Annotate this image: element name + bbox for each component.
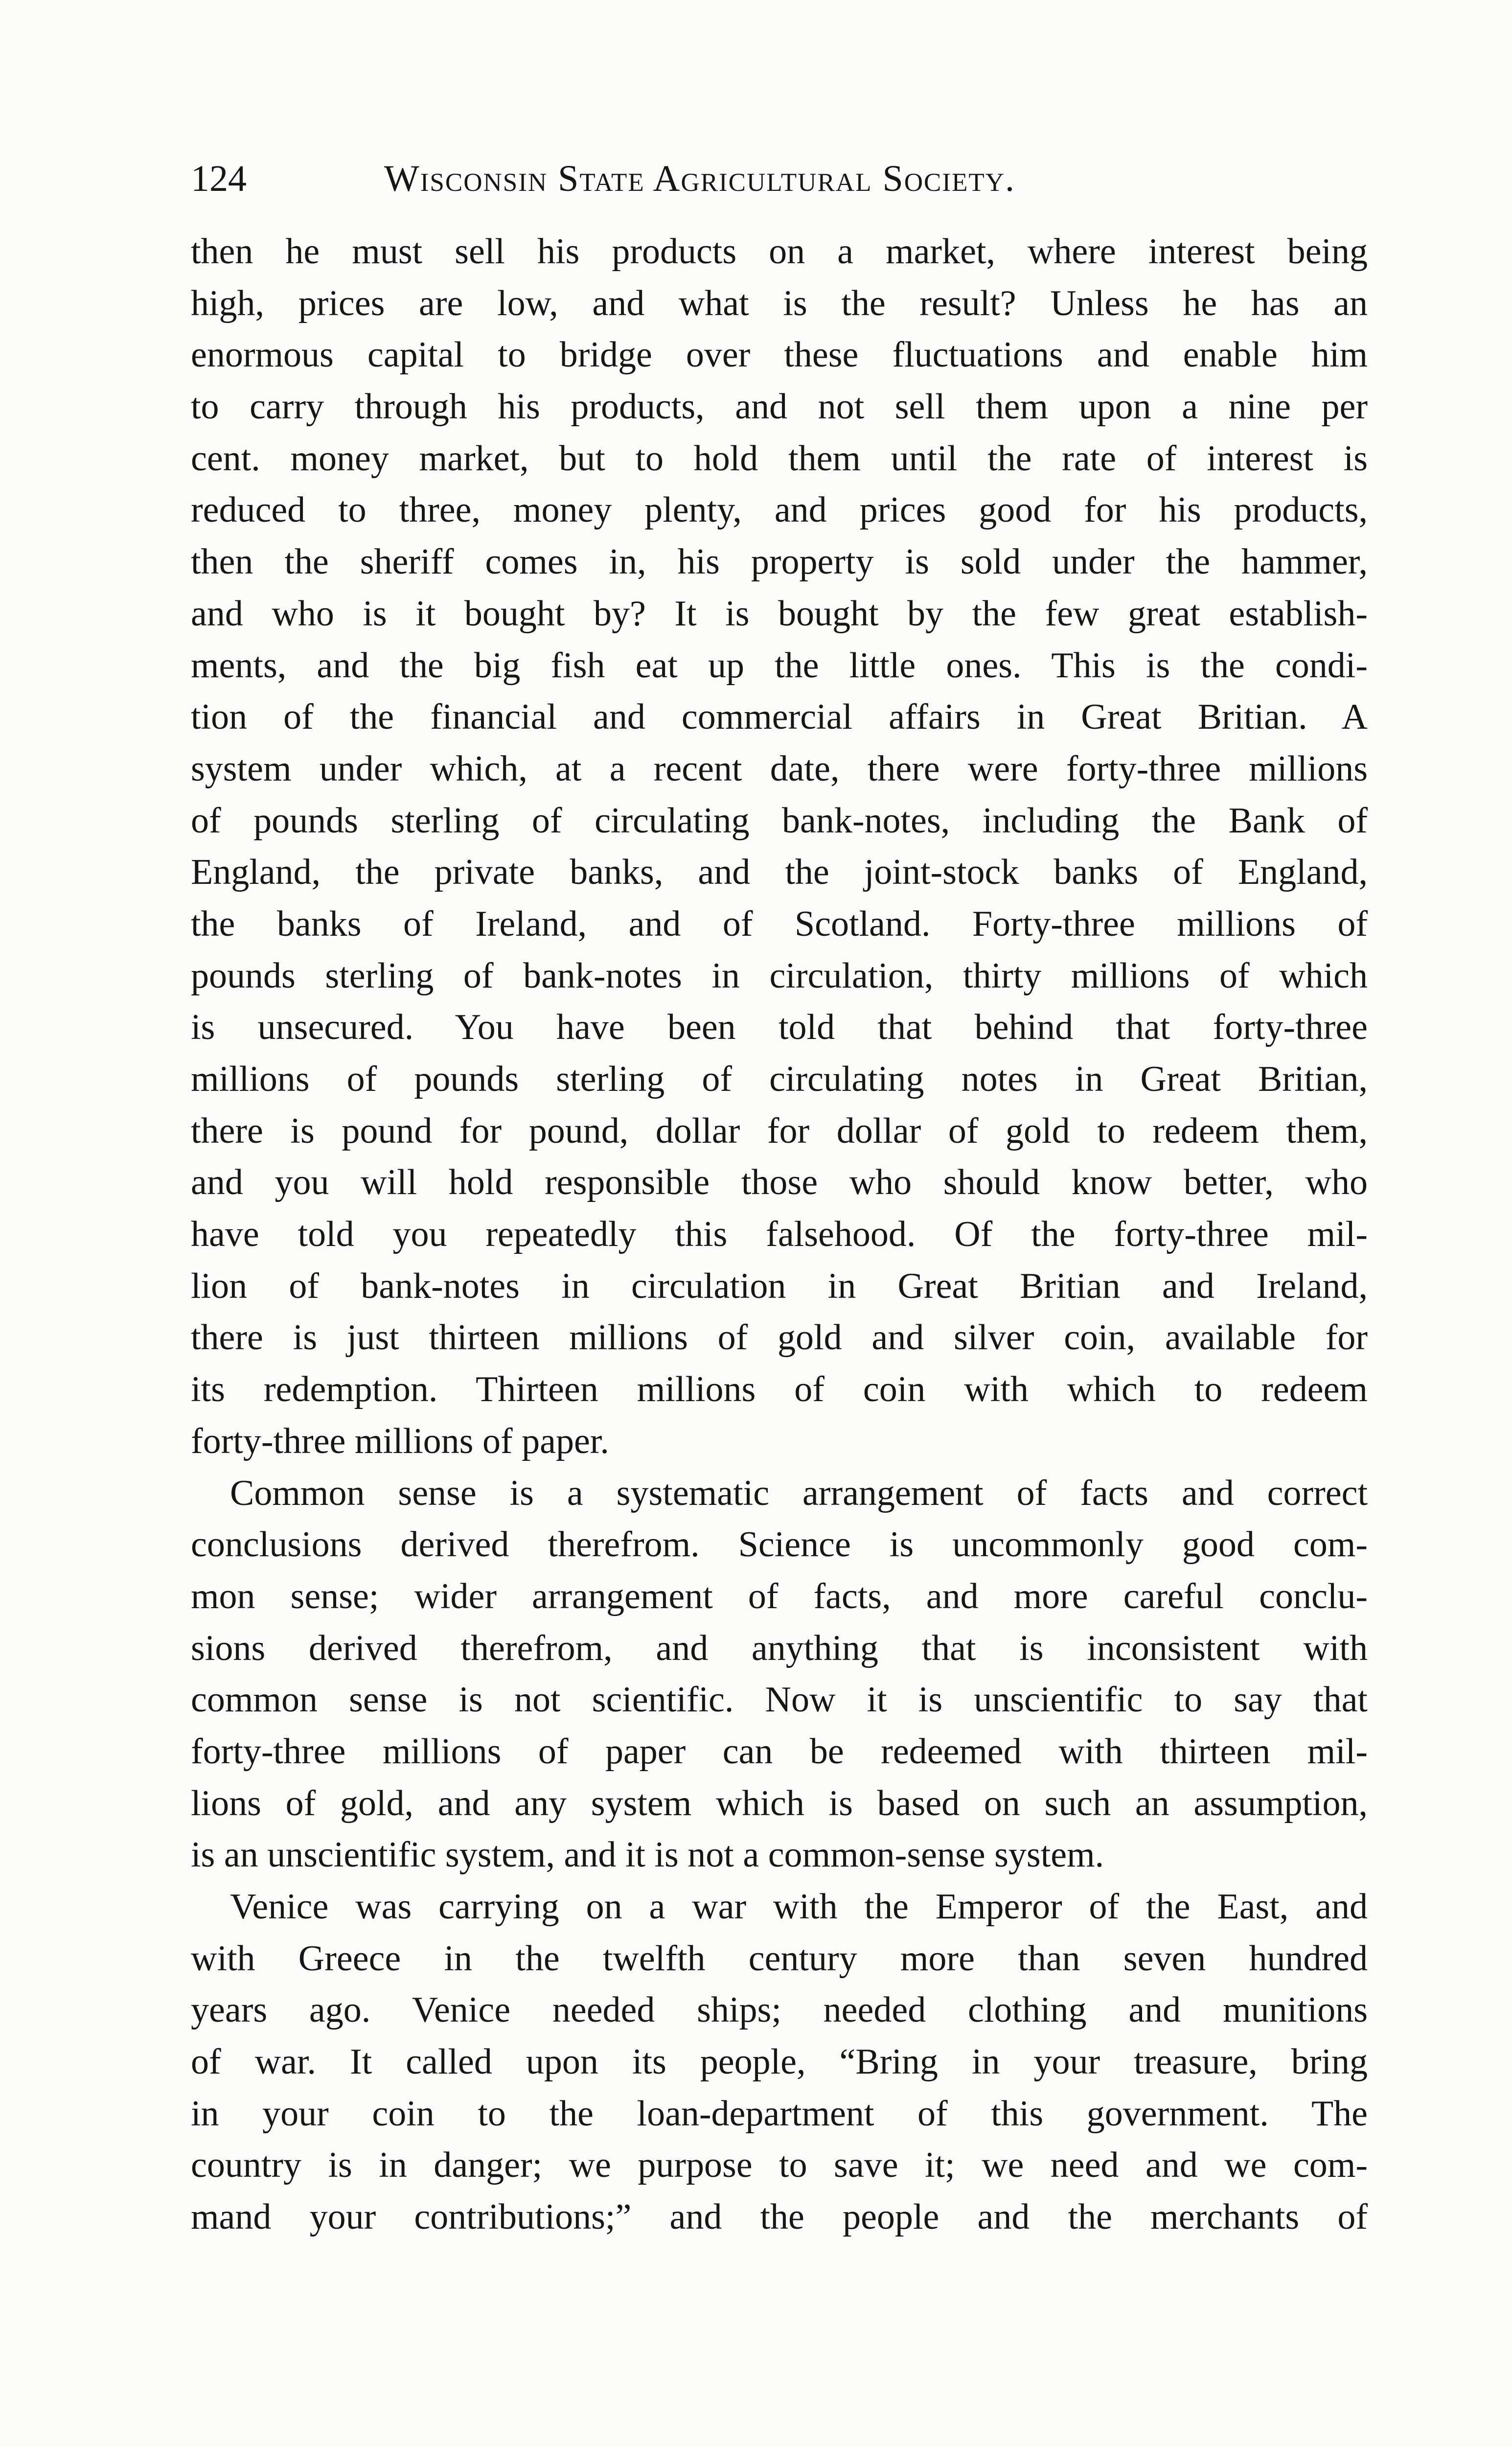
text-line: is an unscientific system, and it is not a common-sense system. <box>191 1835 1104 1875</box>
text-line: have told you repeatedly this falsehood. Of the forty-three mil- <box>191 1214 1368 1255</box>
text-line: conclusions derived therefrom. Science is uncommonly good com- <box>191 1524 1368 1565</box>
text-line: lions of gold, and any system which is based on such an assumption, <box>191 1783 1368 1824</box>
text-line: the banks of Ireland, and of Scotland. Forty-three millions of <box>191 903 1368 944</box>
text-line: ments, and the big fish eat up the little ones. This is the condi- <box>191 645 1368 686</box>
text-line: its redemption. Thirteen millions of coin with which to redeem <box>191 1369 1368 1410</box>
text-line: enormous capital to bridge over these fluctuations and enable him <box>191 335 1368 375</box>
text-line: mand your contributions;” and the people and the merchants of <box>191 2197 1368 2238</box>
text-line: there is pound for pound, dollar for dollar of gold to redeem them, <box>191 1110 1368 1151</box>
text-line: tion of the financial and commercial affairs in Great Britian. A <box>191 697 1368 738</box>
page-number: 124 <box>191 158 247 199</box>
text-line: millions of pounds sterling of circulating notes in Great Britian, <box>191 1059 1368 1099</box>
text-line: common sense is not scientific. Now it is unscientific to say that <box>191 1680 1368 1720</box>
text-line: and you will hold responsible those who should know better, who <box>191 1162 1368 1203</box>
running-head <box>191 152 1365 206</box>
text-line: mon sense; wider arrangement of facts, and more careful conclu- <box>191 1576 1368 1616</box>
text-line: is unsecured. You have been told that behind that forty-three <box>191 1007 1368 1048</box>
text-line: high, prices are low, and what is the result? Unless he has an <box>191 283 1368 323</box>
text-line: pounds sterling of bank-notes in circulation, thirty millions of which <box>191 955 1368 996</box>
text-line: England, the private banks, and the joint-stock banks of England, <box>191 852 1368 893</box>
text-line: system under which, at a recent date, there were forty-three millions <box>191 748 1368 789</box>
text-line: and who is it bought by? It is bought by the few great establish- <box>191 593 1368 634</box>
text-line: reduced to three, money plenty, and prices good for his products, <box>191 490 1368 531</box>
text-line: country is in danger; we purpose to save it; we need and we com- <box>191 2145 1368 2186</box>
text-line: forty-three millions of paper can be redeemed with thirteen mil- <box>191 1731 1368 1772</box>
text-line: of pounds sterling of circulating bank-notes, including the Bank of <box>191 800 1368 841</box>
text-line: then he must sell his products on a market, where interest being <box>191 231 1368 272</box>
text-line: of war. It called upon its people, “Bring in your treasure, bring <box>191 2042 1368 2082</box>
text-line: in your coin to the loan-department of this government. The <box>191 2093 1368 2134</box>
text-line: there is just thirteen millions of gold and silver coin, available for <box>191 1317 1368 1358</box>
text-line: with Greece in the twelfth century more than seven hundred <box>191 1938 1368 1979</box>
running-title: Wisconsin State Agricultural Society. <box>384 158 1016 199</box>
text-line: forty-three millions of paper. <box>191 1421 609 1461</box>
text-line: lion of bank-notes in circulation in Great Britian and Ireland, <box>191 1266 1368 1306</box>
text-line: Common sense is a systematic arrangement of facts and correct <box>230 1473 1368 1513</box>
text-line: to carry through his products, and not sell them upon a nine per <box>191 387 1368 427</box>
text-line: sions derived therefrom, and anything that is inconsistent with <box>191 1628 1368 1668</box>
text-line: then the sheriff comes in, his property is sold under the hammer, <box>191 542 1368 582</box>
text-line: years ago. Venice needed ships; needed clothing and munitions <box>191 1990 1368 2031</box>
body-text <box>191 226 1368 2316</box>
text-line: cent. money market, but to hold them until the rate of interest is <box>191 438 1368 479</box>
text-line: Venice was carrying on a war with the Emperor of the East, and <box>230 1887 1368 1927</box>
